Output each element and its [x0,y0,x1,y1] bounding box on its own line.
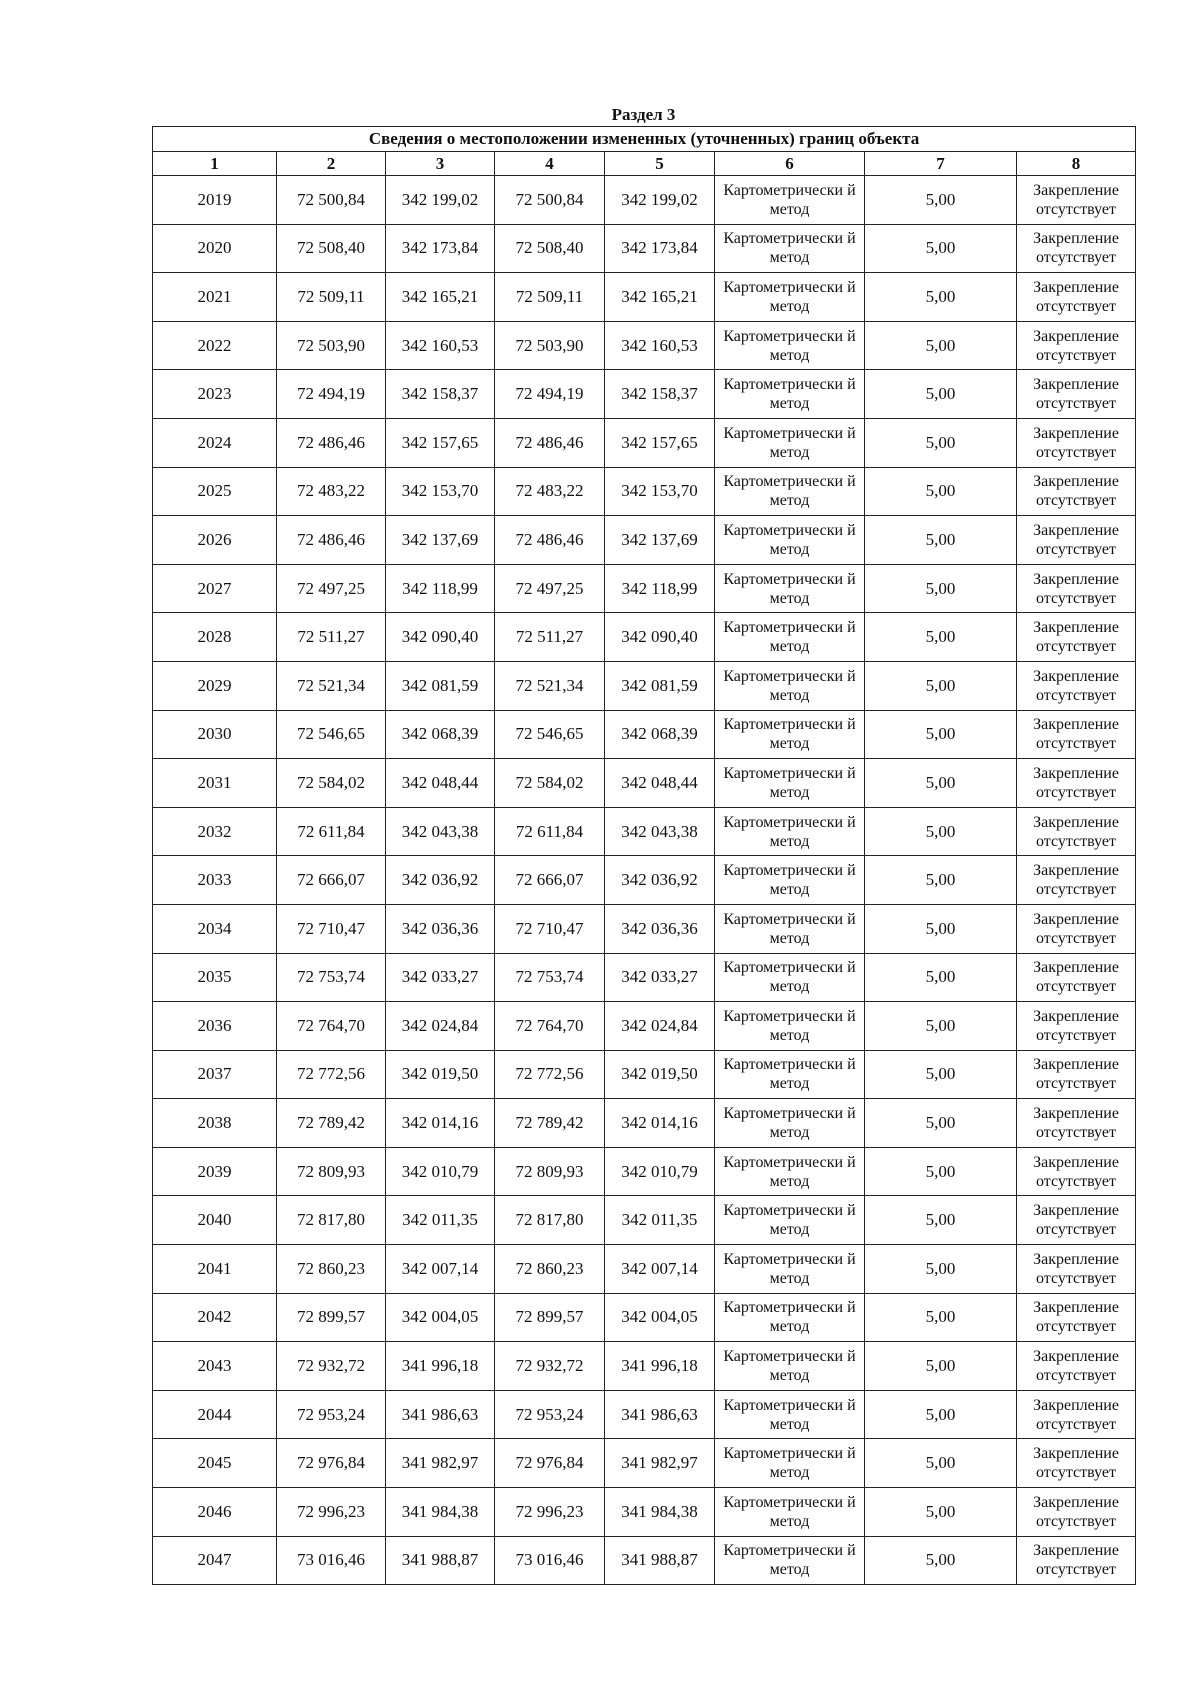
column-number-8: 8 [1017,152,1136,176]
table-row [153,467,1136,516]
x-existing-cell: 72 486,46 [277,516,386,565]
x-existing-cell: 72 817,80 [277,1196,386,1245]
point-number-cell: 2033 [153,856,277,905]
fixation-cell: Закрепление отсутствует [1017,467,1136,516]
x-refined-cell: 72 932,72 [495,1342,605,1391]
document-page [152,104,1135,1585]
y-existing-cell: 342 036,36 [386,904,495,953]
y-existing-cell: 342 004,05 [386,1293,495,1342]
point-number-cell: 2022 [153,321,277,370]
point-number-cell: 2042 [153,1293,277,1342]
point-number-cell: 2023 [153,370,277,419]
accuracy-cell: 5,00 [865,321,1017,370]
table-caption: Сведения о местоположении измененных (уточненных) границ объекта [153,127,1136,152]
table-row [153,1002,1136,1051]
accuracy-cell: 5,00 [865,759,1017,808]
x-existing-cell: 72 753,74 [277,953,386,1002]
fixation-cell: Закрепление отсутствует [1017,1196,1136,1245]
y-existing-cell: 342 036,92 [386,856,495,905]
y-refined-cell: 342 090,40 [605,613,715,662]
accuracy-cell: 5,00 [865,1488,1017,1537]
column-number-1: 1 [153,152,277,176]
table-row [153,321,1136,370]
table-row [153,1390,1136,1439]
x-refined-cell: 72 860,23 [495,1245,605,1294]
y-refined-cell: 342 173,84 [605,224,715,273]
table-row [153,1488,1136,1537]
point-number-cell: 2036 [153,1002,277,1051]
y-existing-cell: 342 011,35 [386,1196,495,1245]
method-cell: Картометрически й метод [715,1050,865,1099]
fixation-cell: Закрепление отсутствует [1017,418,1136,467]
table-row [153,176,1136,225]
method-cell: Картометрически й метод [715,613,865,662]
method-cell: Картометрически й метод [715,1245,865,1294]
y-refined-cell: 342 014,16 [605,1099,715,1148]
fixation-cell: Закрепление отсутствует [1017,1147,1136,1196]
x-refined-cell: 72 976,84 [495,1439,605,1488]
point-number-cell: 2041 [153,1245,277,1294]
y-refined-cell: 342 036,36 [605,904,715,953]
table-row [153,516,1136,565]
fixation-cell: Закрепление отсутствует [1017,273,1136,322]
table-row [153,1536,1136,1585]
x-refined-cell: 72 584,02 [495,759,605,808]
y-existing-cell: 342 043,38 [386,807,495,856]
y-existing-cell: 342 014,16 [386,1099,495,1148]
column-number-2: 2 [277,152,386,176]
y-existing-cell: 341 986,63 [386,1390,495,1439]
y-refined-cell: 342 004,05 [605,1293,715,1342]
fixation-cell: Закрепление отсутствует [1017,710,1136,759]
method-cell: Картометрически й метод [715,1002,865,1051]
accuracy-cell: 5,00 [865,273,1017,322]
y-existing-cell: 342 068,39 [386,710,495,759]
accuracy-cell: 5,00 [865,807,1017,856]
x-refined-cell: 72 666,07 [495,856,605,905]
column-number-5: 5 [605,152,715,176]
accuracy-cell: 5,00 [865,1342,1017,1391]
method-cell: Картометрически й метод [715,176,865,225]
fixation-cell: Закрепление отсутствует [1017,1002,1136,1051]
fixation-cell: Закрепление отсутствует [1017,176,1136,225]
method-cell: Картометрически й метод [715,856,865,905]
y-refined-cell: 342 157,65 [605,418,715,467]
x-existing-cell: 72 497,25 [277,564,386,613]
y-existing-cell: 342 081,59 [386,661,495,710]
x-existing-cell: 72 483,22 [277,467,386,516]
accuracy-cell: 5,00 [865,953,1017,1002]
x-refined-cell: 72 899,57 [495,1293,605,1342]
x-refined-cell: 72 546,65 [495,710,605,759]
y-refined-cell: 342 043,38 [605,807,715,856]
table-row [153,273,1136,322]
y-refined-cell: 342 137,69 [605,516,715,565]
fixation-cell: Закрепление отсутствует [1017,1439,1136,1488]
point-number-cell: 2035 [153,953,277,1002]
x-existing-cell: 72 764,70 [277,1002,386,1051]
x-existing-cell: 73 016,46 [277,1536,386,1585]
method-cell: Картометрически й метод [715,661,865,710]
x-refined-cell: 72 996,23 [495,1488,605,1537]
y-refined-cell: 341 986,63 [605,1390,715,1439]
accuracy-cell: 5,00 [865,1439,1017,1488]
fixation-cell: Закрепление отсутствует [1017,1050,1136,1099]
point-number-cell: 2030 [153,710,277,759]
accuracy-cell: 5,00 [865,856,1017,905]
x-existing-cell: 72 503,90 [277,321,386,370]
table-row [153,613,1136,662]
point-number-cell: 2029 [153,661,277,710]
point-number-cell: 2038 [153,1099,277,1148]
y-existing-cell: 342 137,69 [386,516,495,565]
column-number-row [153,152,1136,176]
point-number-cell: 2043 [153,1342,277,1391]
y-refined-cell: 342 036,92 [605,856,715,905]
y-refined-cell: 342 199,02 [605,176,715,225]
x-refined-cell: 72 486,46 [495,418,605,467]
point-number-cell: 2020 [153,224,277,273]
x-existing-cell: 72 521,34 [277,661,386,710]
x-existing-cell: 72 509,11 [277,273,386,322]
x-existing-cell: 72 508,40 [277,224,386,273]
table-row [153,661,1136,710]
method-cell: Картометрически й метод [715,516,865,565]
y-refined-cell: 342 048,44 [605,759,715,808]
method-cell: Картометрически й метод [715,1536,865,1585]
method-cell: Картометрически й метод [715,1342,865,1391]
point-number-cell: 2019 [153,176,277,225]
x-refined-cell: 72 509,11 [495,273,605,322]
point-number-cell: 2046 [153,1488,277,1537]
x-existing-cell: 72 494,19 [277,370,386,419]
point-number-cell: 2039 [153,1147,277,1196]
method-cell: Картометрически й метод [715,370,865,419]
point-number-cell: 2027 [153,564,277,613]
x-refined-cell: 72 789,42 [495,1099,605,1148]
table-row [153,1342,1136,1391]
x-refined-cell: 72 753,74 [495,953,605,1002]
y-refined-cell: 342 158,37 [605,370,715,419]
y-refined-cell: 342 165,21 [605,273,715,322]
table-row [153,1293,1136,1342]
method-cell: Картометрически й метод [715,1196,865,1245]
y-existing-cell: 342 033,27 [386,953,495,1002]
table-row [153,224,1136,273]
table-row [153,856,1136,905]
y-existing-cell: 342 158,37 [386,370,495,419]
fixation-cell: Закрепление отсутствует [1017,516,1136,565]
x-refined-cell: 72 511,27 [495,613,605,662]
x-refined-cell: 72 503,90 [495,321,605,370]
y-existing-cell: 342 048,44 [386,759,495,808]
accuracy-cell: 5,00 [865,1196,1017,1245]
accuracy-cell: 5,00 [865,1002,1017,1051]
x-refined-cell: 72 611,84 [495,807,605,856]
table-row [153,564,1136,613]
fixation-cell: Закрепление отсутствует [1017,1099,1136,1148]
method-cell: Картометрически й метод [715,1390,865,1439]
table-row [153,1147,1136,1196]
column-number-6: 6 [715,152,865,176]
y-refined-cell: 342 068,39 [605,710,715,759]
point-number-cell: 2044 [153,1390,277,1439]
x-existing-cell: 72 932,72 [277,1342,386,1391]
fixation-cell: Закрепление отсутствует [1017,1488,1136,1537]
method-cell: Картометрически й метод [715,467,865,516]
accuracy-cell: 5,00 [865,370,1017,419]
method-cell: Картометрически й метод [715,321,865,370]
point-number-cell: 2034 [153,904,277,953]
method-cell: Картометрически й метод [715,953,865,1002]
fixation-cell: Закрепление отсутствует [1017,1293,1136,1342]
y-existing-cell: 342 165,21 [386,273,495,322]
x-refined-cell: 72 764,70 [495,1002,605,1051]
column-number-3: 3 [386,152,495,176]
method-cell: Картометрически й метод [715,759,865,808]
accuracy-cell: 5,00 [865,904,1017,953]
fixation-cell: Закрепление отсутствует [1017,321,1136,370]
fixation-cell: Закрепление отсутствует [1017,904,1136,953]
accuracy-cell: 5,00 [865,224,1017,273]
accuracy-cell: 5,00 [865,176,1017,225]
y-refined-cell: 342 160,53 [605,321,715,370]
method-cell: Картометрически й метод [715,224,865,273]
method-cell: Картометрически й метод [715,564,865,613]
fixation-cell: Закрепление отсутствует [1017,1390,1136,1439]
point-number-cell: 2026 [153,516,277,565]
y-existing-cell: 341 982,97 [386,1439,495,1488]
x-existing-cell: 72 976,84 [277,1439,386,1488]
accuracy-cell: 5,00 [865,1147,1017,1196]
accuracy-cell: 5,00 [865,467,1017,516]
y-refined-cell: 341 988,87 [605,1536,715,1585]
x-existing-cell: 72 500,84 [277,176,386,225]
y-existing-cell: 341 984,38 [386,1488,495,1537]
y-existing-cell: 341 988,87 [386,1536,495,1585]
point-number-cell: 2040 [153,1196,277,1245]
accuracy-cell: 5,00 [865,564,1017,613]
accuracy-cell: 5,00 [865,1050,1017,1099]
x-refined-cell: 72 500,84 [495,176,605,225]
x-refined-cell: 72 494,19 [495,370,605,419]
accuracy-cell: 5,00 [865,1536,1017,1585]
y-refined-cell: 342 118,99 [605,564,715,613]
x-refined-cell: 72 483,22 [495,467,605,516]
table-row [153,1245,1136,1294]
method-cell: Картометрически й метод [715,1293,865,1342]
y-existing-cell: 342 173,84 [386,224,495,273]
fixation-cell: Закрепление отсутствует [1017,370,1136,419]
x-refined-cell: 72 953,24 [495,1390,605,1439]
method-cell: Картометрически й метод [715,1099,865,1148]
table-row [153,1196,1136,1245]
table-row [153,418,1136,467]
method-cell: Картометрически й метод [715,273,865,322]
x-refined-cell: 72 817,80 [495,1196,605,1245]
point-number-cell: 2031 [153,759,277,808]
y-existing-cell: 342 118,99 [386,564,495,613]
y-refined-cell: 342 011,35 [605,1196,715,1245]
x-refined-cell: 72 486,46 [495,516,605,565]
method-cell: Картометрически й метод [715,710,865,759]
x-refined-cell: 72 508,40 [495,224,605,273]
y-existing-cell: 342 199,02 [386,176,495,225]
y-refined-cell: 342 153,70 [605,467,715,516]
column-number-7: 7 [865,152,1017,176]
column-number-4: 4 [495,152,605,176]
fixation-cell: Закрепление отсутствует [1017,224,1136,273]
fixation-cell: Закрепление отсутствует [1017,1245,1136,1294]
x-existing-cell: 72 546,65 [277,710,386,759]
table-caption-row [153,127,1136,152]
table-row [153,710,1136,759]
y-existing-cell: 342 007,14 [386,1245,495,1294]
table-row [153,904,1136,953]
x-existing-cell: 72 953,24 [277,1390,386,1439]
x-existing-cell: 72 772,56 [277,1050,386,1099]
accuracy-cell: 5,00 [865,1099,1017,1148]
method-cell: Картометрически й метод [715,1488,865,1537]
table-body [153,176,1136,1585]
accuracy-cell: 5,00 [865,1390,1017,1439]
table-row [153,1439,1136,1488]
x-refined-cell: 72 497,25 [495,564,605,613]
y-existing-cell: 342 019,50 [386,1050,495,1099]
x-existing-cell: 72 996,23 [277,1488,386,1537]
accuracy-cell: 5,00 [865,613,1017,662]
y-refined-cell: 342 024,84 [605,1002,715,1051]
table-row [153,1050,1136,1099]
table-row [153,370,1136,419]
y-refined-cell: 342 033,27 [605,953,715,1002]
accuracy-cell: 5,00 [865,418,1017,467]
y-existing-cell: 342 157,65 [386,418,495,467]
x-existing-cell: 72 611,84 [277,807,386,856]
y-refined-cell: 342 007,14 [605,1245,715,1294]
fixation-cell: Закрепление отсутствует [1017,856,1136,905]
x-existing-cell: 72 899,57 [277,1293,386,1342]
fixation-cell: Закрепление отсутствует [1017,564,1136,613]
accuracy-cell: 5,00 [865,661,1017,710]
accuracy-cell: 5,00 [865,710,1017,759]
y-refined-cell: 341 996,18 [605,1342,715,1391]
y-existing-cell: 342 024,84 [386,1002,495,1051]
x-existing-cell: 72 710,47 [277,904,386,953]
y-refined-cell: 342 010,79 [605,1147,715,1196]
accuracy-cell: 5,00 [865,1293,1017,1342]
point-number-cell: 2047 [153,1536,277,1585]
table-row [153,1099,1136,1148]
table-row [153,807,1136,856]
method-cell: Картометрически й метод [715,904,865,953]
point-number-cell: 2021 [153,273,277,322]
section-title: Раздел 3 [611,105,676,124]
table-row [153,759,1136,808]
method-cell: Картометрически й метод [715,1147,865,1196]
y-refined-cell: 341 984,38 [605,1488,715,1537]
y-refined-cell: 342 081,59 [605,661,715,710]
x-existing-cell: 72 486,46 [277,418,386,467]
y-existing-cell: 342 160,53 [386,321,495,370]
accuracy-cell: 5,00 [865,516,1017,565]
y-refined-cell: 341 982,97 [605,1439,715,1488]
point-number-cell: 2037 [153,1050,277,1099]
method-cell: Картометрически й метод [715,807,865,856]
boundary-table [152,126,1136,1585]
point-number-cell: 2028 [153,613,277,662]
fixation-cell: Закрепление отсутствует [1017,953,1136,1002]
x-existing-cell: 72 860,23 [277,1245,386,1294]
y-refined-cell: 342 019,50 [605,1050,715,1099]
fixation-cell: Закрепление отсутствует [1017,613,1136,662]
method-cell: Картометрически й метод [715,1439,865,1488]
x-existing-cell: 72 789,42 [277,1099,386,1148]
point-number-cell: 2025 [153,467,277,516]
x-existing-cell: 72 809,93 [277,1147,386,1196]
x-existing-cell: 72 511,27 [277,613,386,662]
point-number-cell: 2032 [153,807,277,856]
point-number-cell: 2045 [153,1439,277,1488]
fixation-cell: Закрепление отсутствует [1017,807,1136,856]
y-existing-cell: 342 153,70 [386,467,495,516]
method-cell: Картометрически й метод [715,418,865,467]
fixation-cell: Закрепление отсутствует [1017,1536,1136,1585]
x-refined-cell: 72 772,56 [495,1050,605,1099]
x-refined-cell: 73 016,46 [495,1536,605,1585]
x-refined-cell: 72 521,34 [495,661,605,710]
y-existing-cell: 342 010,79 [386,1147,495,1196]
y-existing-cell: 342 090,40 [386,613,495,662]
table-row [153,953,1136,1002]
x-existing-cell: 72 584,02 [277,759,386,808]
point-number-cell: 2024 [153,418,277,467]
fixation-cell: Закрепление отсутствует [1017,759,1136,808]
x-refined-cell: 72 809,93 [495,1147,605,1196]
y-existing-cell: 341 996,18 [386,1342,495,1391]
fixation-cell: Закрепление отсутствует [1017,661,1136,710]
x-existing-cell: 72 666,07 [277,856,386,905]
fixation-cell: Закрепление отсутствует [1017,1342,1136,1391]
accuracy-cell: 5,00 [865,1245,1017,1294]
x-refined-cell: 72 710,47 [495,904,605,953]
